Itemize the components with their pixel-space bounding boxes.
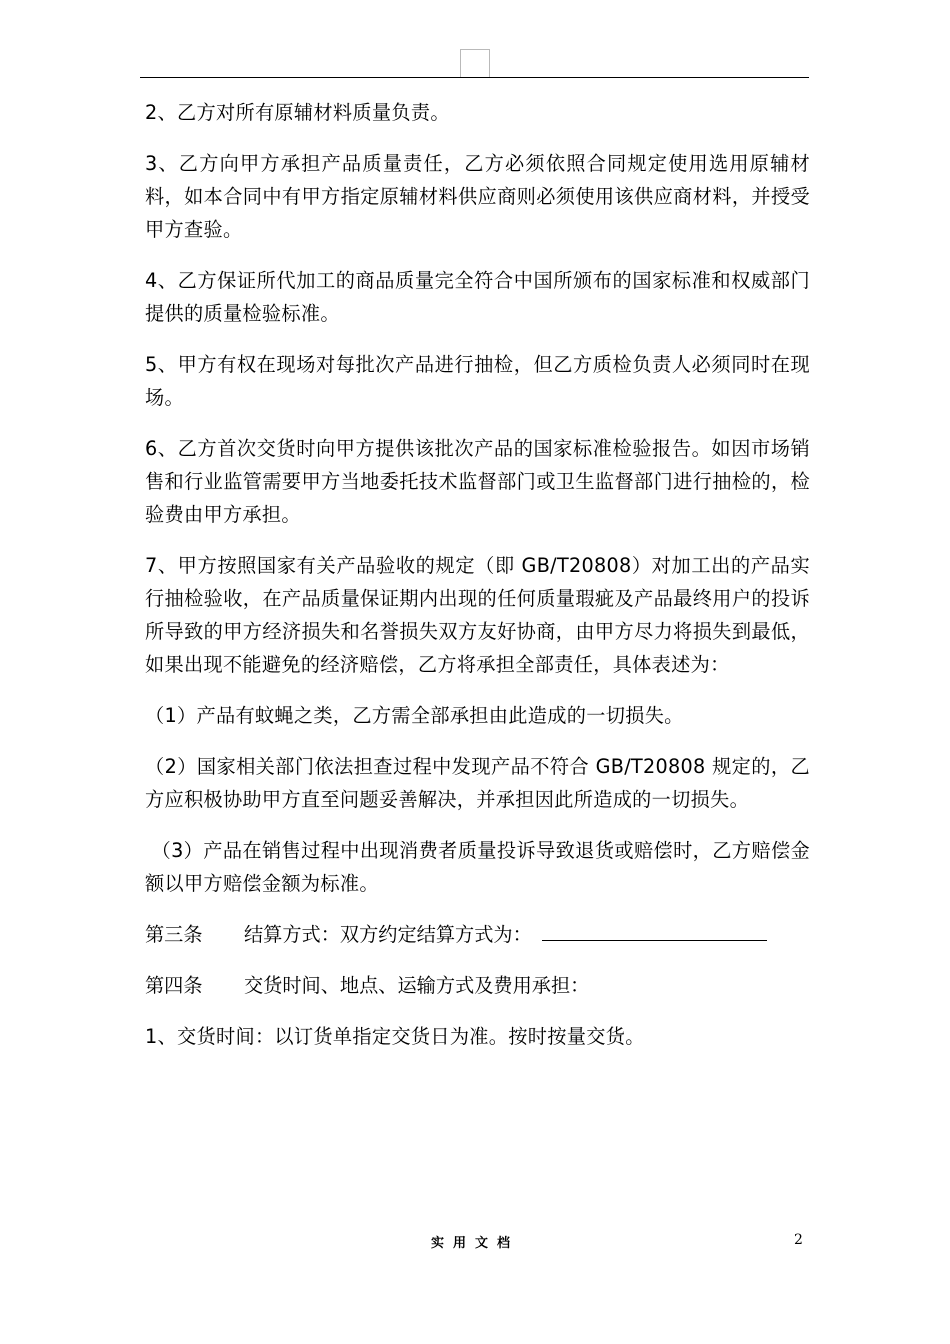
footer-label: 实用文档 [430,1236,519,1251]
sub-clause-3: （3）产品在销售过程中出现消费者质量投诉导致退货或赔偿时，乙方赔偿金额以甲方赔偿金额为标准。 [145,839,811,895]
delivery-time-clause: 1、交货时间：以订货单指定交货日为准。按时按量交货。 [145,1025,645,1048]
article-4-number: 第四条 [145,974,203,997]
clause-6: 6、乙方首次交货时向甲方提供该批次产品的国家标准检验报告。如因市场销售和行业监管需要甲方当地委托技术监督部门或卫生监督部门进行抽检的，检验费由甲方承担。 [145,437,810,526]
clause-2: 2、乙方对所有原辅材料质量负责。 [145,101,450,124]
article-4 [145,969,810,1002]
sub-clause-1: （1）产品有蚊蝇之类，乙方需全部承担由此造成的一切损失。 [145,704,684,727]
article-4-text: 交货时间、地点、运输方式及费用承担： [244,974,590,997]
header-rule [140,77,809,78]
page-number: 2 [794,1232,803,1248]
document-body [145,96,810,1071]
sub-clause-2: （2）国家相关部门依法担查过程中发现产品不符合 GB/T20808 规定的，乙方应积极协助甲方直至问题妥善解决，并承担因此所造成的一切损失。 [145,755,810,811]
clause-5: 5、甲方有权在现场对每批次产品进行抽检，但乙方质检负责人必须同时在现场。 [145,353,810,409]
settlement-blank-line [542,918,767,941]
article-3-number: 第三条 [145,923,203,946]
article-3-text: 结算方式：双方约定结算方式为： [244,923,532,946]
article-3 [145,918,810,951]
header-box [460,49,490,77]
clause-4: 4、乙方保证所代加工的商品质量完全符合中国所颁布的国家标准和权威部门提供的质量检验标准。 [145,269,810,325]
clause-7: 7、甲方按照国家有关产品验收的规定（即 GB/T20808）对加工出的产品实行抽检验收，在产品质量保证期内出现的任何质量瑕疵及产品最终用户的投诉所导致的甲方经济损失和名誉损失双方友好协商，由甲方尽力将损失到最低，如果出现不能避免的经济赔偿，乙方将承担全部责任，具体表述为： [145,554,810,676]
clause-3: 3、乙方向甲方承担产品质量责任，乙方必须依照合同规定使用选用原辅材料，如本合同中有甲方指定原辅材料供应商则必须使用该供应商材料，并授受甲方查验。 [145,152,810,241]
